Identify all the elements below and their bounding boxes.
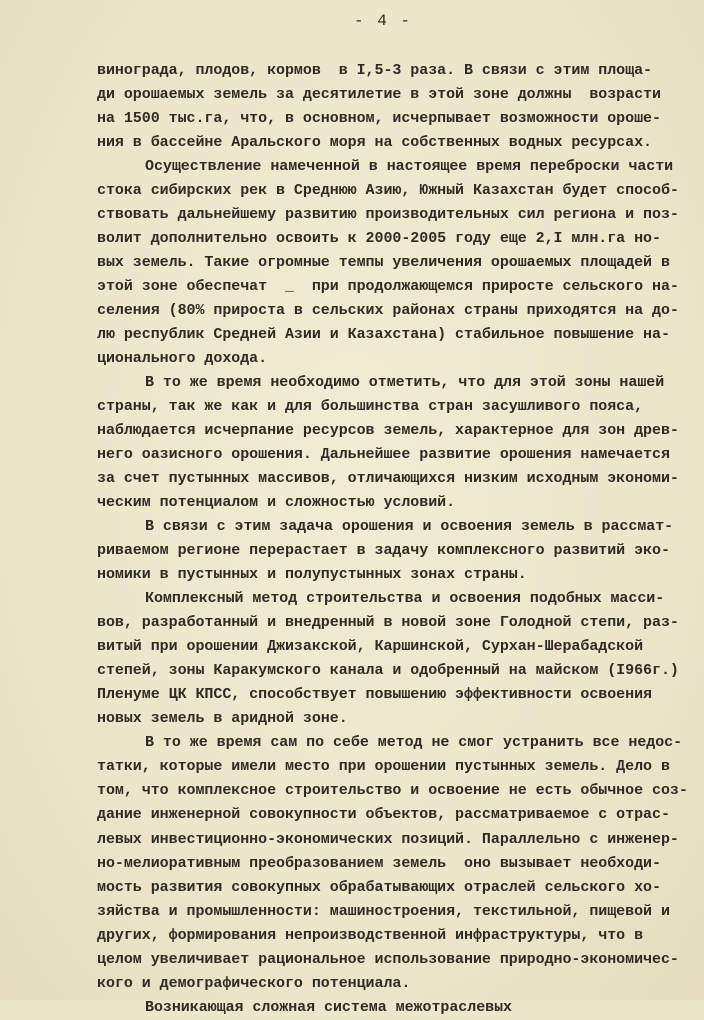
text-line: Пленуме ЦК КПСС, способствует повышению эффективности освоения [97, 686, 652, 704]
text-line: витый при орошении Джизакской, Каршинской, Сурхан-Шерабадской [97, 638, 644, 656]
text-line: татки, которые имели место при орошении пустынных земель. Дело в [97, 758, 670, 776]
text-line: наблюдается исчерпание ресурсов земель, характерное для зон древ- [97, 422, 679, 440]
text-line: лю республик Средней Азии и Казахстана) стабильное повышение на- [97, 326, 670, 344]
text-line: номики в пустынных и полупустынных зонах страны. [97, 566, 527, 584]
text-line: него оазисного орошения. Дальнейшее развитие орошения намечается [97, 446, 670, 464]
text-line: Комплексный метод строительства и освоения подобных масси- [145, 590, 665, 608]
text-line: ствовать дальнейшему развитию производительных сил региона и поз- [97, 206, 679, 224]
text-line: ния в бассейне Аральского моря на собственных водных ресурсах. [97, 134, 652, 152]
text-line: степей, зоны Каракумского канала и одобренный на майском (I966г.) [97, 662, 679, 680]
page-number: - 4 - [354, 12, 413, 30]
text-line: риваемом регионе перерастает в задачу комплексного развитий эко- [97, 542, 670, 560]
paragraph [97, 59, 697, 155]
text-line: том, что комплексное строительство и освоение не есть обычное соз- [97, 782, 688, 800]
text-line: этой зоне обеспечат _ при продолжающемся приросте сельского на- [97, 278, 679, 296]
document-body [97, 59, 697, 1020]
text-line: ционального дохода. [97, 350, 268, 368]
text-line: новых земель в аридной зоне. [97, 710, 348, 728]
text-line: других, формирования непроизводственной инфраструктуры, что в [97, 926, 644, 944]
paragraph [97, 587, 697, 731]
text-line: дание инженерной совокупности объектов, рассматриваемое с отрас- [97, 806, 670, 824]
text-line: на 1500 тыс.га, что, в основном, исчерпывает возможности ороше- [97, 110, 661, 128]
text-line: Осуществление намеченной в настоящее время переброски части [145, 158, 674, 176]
text-line: Возникающая сложная система межотраслевых [145, 998, 513, 1016]
text-line: винограда, плодов, кормов в I,5-3 раза. В связи с этим площа- [97, 62, 652, 79]
text-line: стока сибирских рек в Среднюю Азию, Южный Казахстан будет способ- [97, 182, 679, 200]
paragraph [97, 515, 697, 587]
text-line: зяйства и промышленности: машиностроения, текстильной, пищевой и [97, 902, 670, 920]
paragraph [97, 155, 697, 371]
text-line: но-мелиоративным преобразованием земель оно вызывает необходи- [97, 854, 661, 872]
text-line: ческим потенциалом и сложностью условий. [97, 494, 456, 512]
text-line: кого и демографического потенциала. [97, 974, 411, 992]
text-line: В то же время необходимо отметить, что для этой зоны нашей [145, 374, 665, 392]
text-line: вых земель. Такие огромные темпы увеличения орошаемых площадей в [97, 254, 670, 272]
text-line: В связи с этим задача орошения и освоения земель в рассмат- [145, 518, 674, 536]
text-line: В то же время сам по себе метод не смог устранить все недос- [145, 734, 683, 752]
text-line: левых инвестиционно-экономических позиций. Параллельно с инженер- [97, 830, 679, 848]
paragraph [97, 996, 697, 1020]
text-line: страны, так же как и для большинства стран засушливого пояса, [97, 398, 644, 416]
paragraph [97, 371, 697, 515]
text-line: мость развития совокупных обрабатывающих отраслей сельского хо- [97, 878, 661, 896]
text-line: вов, разработанный и внедренный в новой зоне Голодной степи, раз- [97, 614, 679, 632]
paragraph [97, 731, 697, 995]
text-line: волит дополнительно освоить к 2000-2005 году еще 2,I млн.га но- [97, 230, 661, 248]
text-line: целом увеличивает рациональное использование природно-экономичес- [97, 950, 679, 968]
text-line: за счет пустынных массивов, отличающихся низким исходным экономи- [97, 470, 679, 488]
text-line: ди орошаемых земель за десятилетие в этой зоне должны возрасти [97, 86, 661, 104]
text-line: селения (80% прироста в сельских районах страны приходятся на до- [97, 302, 679, 320]
